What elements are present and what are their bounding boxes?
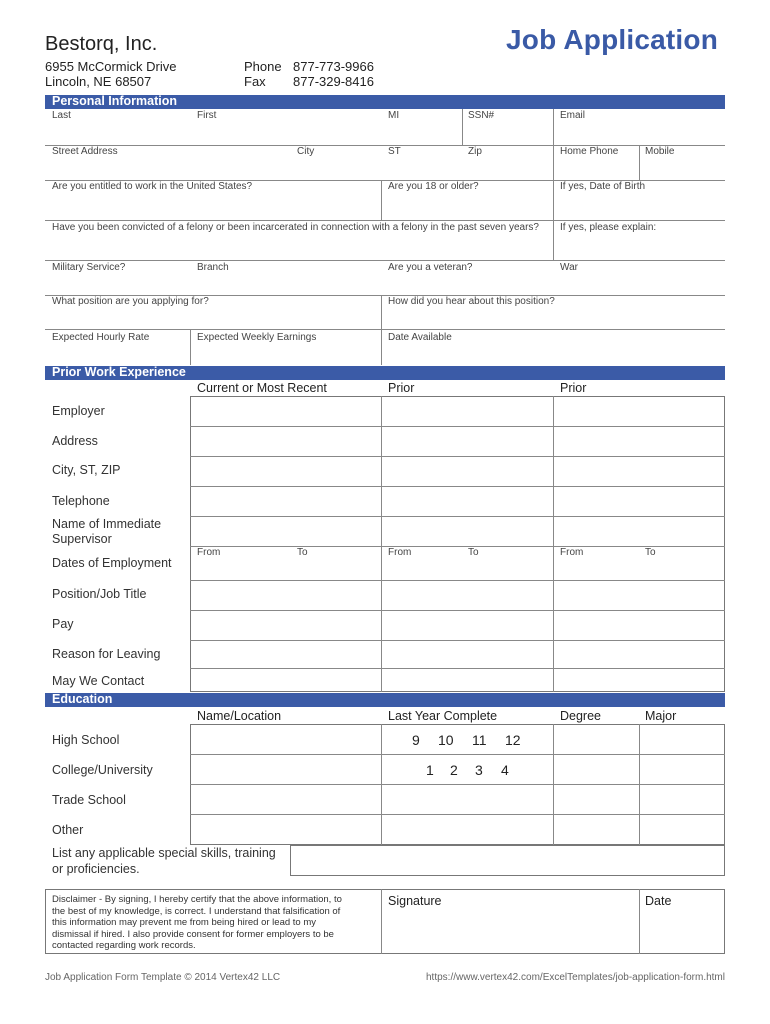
position-field[interactable]: [45, 296, 725, 329]
fax-label: Fax: [244, 74, 266, 89]
to-label: To: [645, 547, 656, 558]
row-line: [190, 668, 725, 669]
college-year-2[interactable]: 2: [450, 762, 458, 778]
college-year-3[interactable]: 3: [475, 762, 483, 778]
compensation-field[interactable]: [45, 330, 725, 365]
hourly-rate-label: Expected Hourly Rate: [52, 332, 150, 343]
last-year-header: Last Year Complete: [388, 709, 498, 723]
eligibility-field[interactable]: [45, 181, 725, 220]
signature-field[interactable]: [382, 910, 638, 953]
work-experience-header: [45, 366, 725, 380]
college-label: College/University: [52, 763, 153, 777]
street-address-label: Street Address: [52, 146, 118, 157]
date-available-label: Date Available: [388, 332, 452, 343]
hs-year-10[interactable]: 10: [438, 732, 454, 748]
city-st-zip-label: City, ST, ZIP: [52, 463, 121, 477]
supervisor-label-1: Name of Immediate: [52, 517, 162, 531]
personal-info-title: Personal Information: [52, 94, 178, 108]
row-line: [190, 426, 725, 427]
home-phone-label: Home Phone: [560, 146, 619, 157]
telephone-label: Telephone: [52, 494, 110, 508]
to-label: To: [297, 547, 308, 558]
last-name-label: Last: [52, 110, 71, 121]
from-label: From: [560, 547, 584, 558]
supervisor-label-2: Supervisor: [52, 532, 112, 546]
address-line-2: Lincoln, NE 68507: [45, 74, 152, 89]
work-entitled-label: Are you entitled to work in the United States?: [52, 181, 253, 192]
dob-label: If yes, Date of Birth: [560, 181, 646, 192]
name-field[interactable]: [45, 109, 725, 145]
trade-school-label: Trade School: [52, 793, 126, 807]
hs-year-11[interactable]: 11: [472, 732, 487, 748]
footer-url[interactable]: https://www.vertex42.com/ExcelTemplates/job-application-form.html: [425, 972, 725, 983]
major-header: Major: [645, 709, 677, 723]
branch-label: Branch: [197, 262, 229, 273]
personal-info-header: [45, 95, 725, 109]
education-title: Education: [52, 692, 113, 706]
row-line: [190, 814, 725, 815]
military-field[interactable]: [45, 261, 725, 295]
row-line: [190, 784, 725, 785]
pay-label: Pay: [52, 617, 74, 631]
state-label: ST: [388, 146, 401, 157]
email-label: Email: [560, 110, 586, 121]
weekly-earnings-label: Expected Weekly Earnings: [197, 332, 317, 343]
date-field[interactable]: [640, 910, 724, 953]
mi-label: MI: [388, 110, 400, 121]
war-label: War: [560, 262, 578, 273]
divider: [553, 396, 554, 692]
phone-label: Phone: [244, 59, 282, 74]
col-prior-header: Prior: [560, 381, 587, 395]
hs-year-12[interactable]: 12: [505, 732, 521, 748]
row-line: [190, 754, 725, 755]
work-experience-title: Prior Work Experience: [52, 365, 186, 379]
address-field[interactable]: [45, 146, 725, 180]
zip-label: Zip: [468, 146, 482, 157]
city-label: City: [297, 146, 315, 157]
work-experience-grid[interactable]: [190, 396, 725, 692]
signature-label: Signature: [388, 894, 442, 908]
felony-label: Have you been convicted of a felony or been incarcerated in connection with a felony in the past seven years?: [52, 222, 539, 233]
employer-label: Employer: [52, 404, 105, 418]
row-line: [190, 486, 725, 487]
education-header: [45, 693, 725, 707]
high-school-label: High School: [52, 733, 120, 747]
from-label: From: [388, 547, 412, 558]
hear-about-label: How did you hear about this position?: [388, 296, 555, 307]
col-prior-header: Prior: [388, 381, 415, 395]
ssn-label: SSN#: [468, 110, 495, 121]
college-year-4[interactable]: 4: [501, 762, 509, 778]
contact-labels: [244, 59, 282, 89]
hs-year-9[interactable]: 9: [412, 732, 420, 748]
skills-field[interactable]: [290, 845, 725, 876]
other-label: Other: [52, 823, 84, 837]
company-address: [45, 59, 176, 89]
job-title-label: Position/Job Title: [52, 587, 147, 601]
age-18-label: Are you 18 or older?: [388, 181, 479, 192]
phone-number: 877-773-9966: [293, 59, 374, 74]
position-label: What position are you applying for?: [52, 296, 209, 307]
company-name: Bestorq, Inc.: [45, 33, 158, 55]
disclaimer-line: this information may prevent me from being hired or lead to my: [52, 917, 317, 928]
military-service-label: Military Service?: [52, 262, 126, 273]
date-label: Date: [645, 894, 672, 908]
disclaimer-text: [52, 894, 377, 952]
mobile-label: Mobile: [645, 146, 675, 157]
first-name-label: First: [197, 110, 217, 121]
college-year-1[interactable]: 1: [426, 762, 434, 778]
from-label: From: [197, 547, 221, 558]
row-line: [190, 456, 725, 457]
degree-header: Degree: [560, 709, 601, 723]
row-line: [190, 610, 725, 611]
row-line: [190, 580, 725, 581]
disclaimer-line: Disclaimer - By signing, I hereby certify that the above information, to: [52, 894, 342, 905]
divider: [381, 396, 382, 692]
row-line: [190, 516, 725, 517]
disclaimer-line: dismissal if hired. I also provide consent for former employers to be: [52, 928, 334, 940]
address-label: Address: [52, 434, 98, 448]
may-contact-label: May We Contact: [52, 674, 145, 688]
reason-leaving-label: Reason for Leaving: [52, 647, 161, 661]
explain-label: If yes, please explain:: [560, 222, 657, 233]
address-line-1: 6955 McCormick Drive: [45, 59, 177, 74]
to-label: To: [468, 547, 479, 558]
col-current-header: Current or Most Recent: [197, 381, 327, 395]
name-location-header: Name/Location: [197, 709, 282, 723]
veteran-label: Are you a veteran?: [388, 262, 473, 273]
row-line: [190, 640, 725, 641]
skills-label-2: or proficiencies.: [52, 862, 140, 876]
skills-label-1: List any applicable special skills, training: [52, 846, 276, 860]
contact-values: [293, 59, 374, 89]
page-title: Job Application: [506, 24, 718, 55]
felony-field[interactable]: [45, 221, 725, 260]
disclaimer-line: the best of my knowledge, is correct. I understand that falsification of: [52, 905, 341, 917]
fax-number: 877-329-8416: [293, 74, 374, 89]
dates-employment-label: Dates of Employment: [52, 556, 172, 570]
disclaimer-line: contacted regarding work records.: [52, 940, 196, 951]
footer-copyright: Job Application Form Template © 2014 Vertex42 LLC: [45, 972, 281, 983]
